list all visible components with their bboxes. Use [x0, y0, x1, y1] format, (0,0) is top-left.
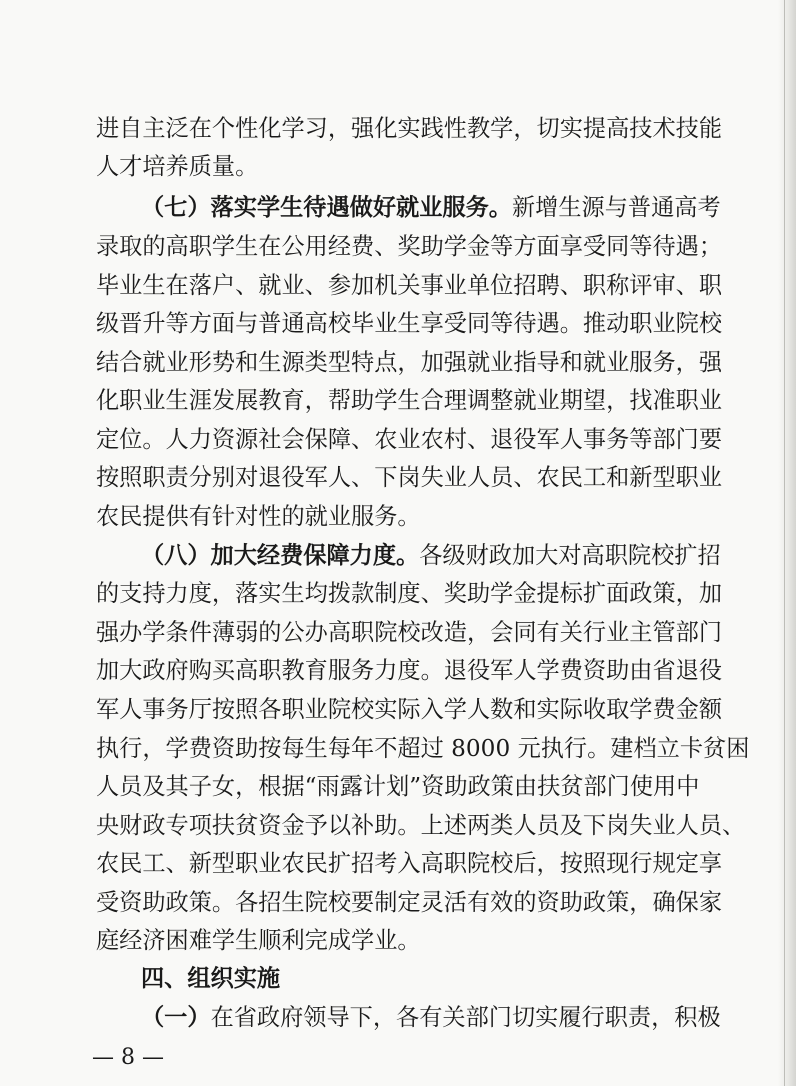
text-line: 人才培养质量。 — [96, 153, 259, 180]
text-line: 进自主泛在个性化学习，强化实践性教学，切实提高技术技能 — [96, 115, 723, 142]
text-run: 在省政府领导下，各有关部门切实履行职责，积极 — [210, 1004, 721, 1031]
paragraph-first-line — [141, 998, 721, 1038]
text-line: 人员及其子女，根据“雨露计划”资助政策由扶贫部门使用中 — [96, 773, 700, 800]
text-run: 各级财政加大对高职院校扩招 — [419, 542, 721, 569]
text-line: 受资助政策。各招生院校要制定灵活有效的资助政策，确保家 — [96, 889, 723, 916]
text-run: 新增生源与普通高考 — [512, 194, 721, 221]
text-line: 强办学条件薄弱的公办高职院校改造，会同有关行业主管部门 — [96, 619, 723, 646]
paragraph-first-line — [141, 188, 721, 228]
text-line: 结合就业形势和生源类型特点，加强就业指导和就业服务，强 — [96, 349, 723, 376]
page-edge-shadow — [778, 0, 796, 1086]
text-line: 农民工、新型职业农民扩招考入高职院校后，按照现行规定享 — [96, 850, 723, 877]
text-line: 加大政府购买高职教育服务力度。退役军人学费资助由省退役 — [96, 657, 723, 684]
text-line: 的支持力度，落实生均拨款制度、奖助学金提标扩面政策，加 — [96, 580, 723, 607]
text-line: 录取的高职学生在公用经费、奖助学金等方面享受同等待遇； — [96, 233, 723, 260]
paragraph-first-line — [141, 536, 721, 576]
text-line: 按照职责分别对退役军人、下岗失业人员、农民工和新型职业 — [96, 464, 723, 491]
paragraph-heading-7: （七）落实学生待遇做好就业服务。 — [141, 194, 512, 221]
paragraph-heading-section4-1: （一） — [141, 1004, 211, 1031]
text-line: 执行，学费资助按每生每年不超过 8000 元执行。建档立卡贫困 — [96, 735, 750, 762]
section-heading: 四、组织实施 — [141, 965, 281, 992]
text-line: 定位。人力资源社会保障、农业农村、退役军人事务等部门要 — [96, 426, 723, 453]
text-line: 庭经济困难学生顺利完成学业。 — [96, 927, 421, 954]
page-number: — 8 — — [92, 1045, 164, 1070]
text-line: 军人事务厅按照各职业院校实际入学人数和实际收取学费金额 — [96, 696, 723, 723]
text-line: 化职业生涯发展教育，帮助学生合理调整就业期望，找准职业 — [96, 387, 723, 414]
text-line: 农民提供有针对性的就业服务。 — [96, 503, 421, 530]
text-line: 级晋升等方面与普通高校毕业生享受同等待遇。推动职业院校 — [96, 310, 723, 337]
paragraph-heading-8: （八）加大经费保障力度。 — [141, 542, 420, 569]
text-line: 央财政专项扶贫资金予以补助。上述两类人员及下岗失业人员、 — [96, 812, 746, 839]
text-line: 毕业生在落户、就业、参加机关事业单位招聘、职称评审、职 — [96, 272, 723, 299]
